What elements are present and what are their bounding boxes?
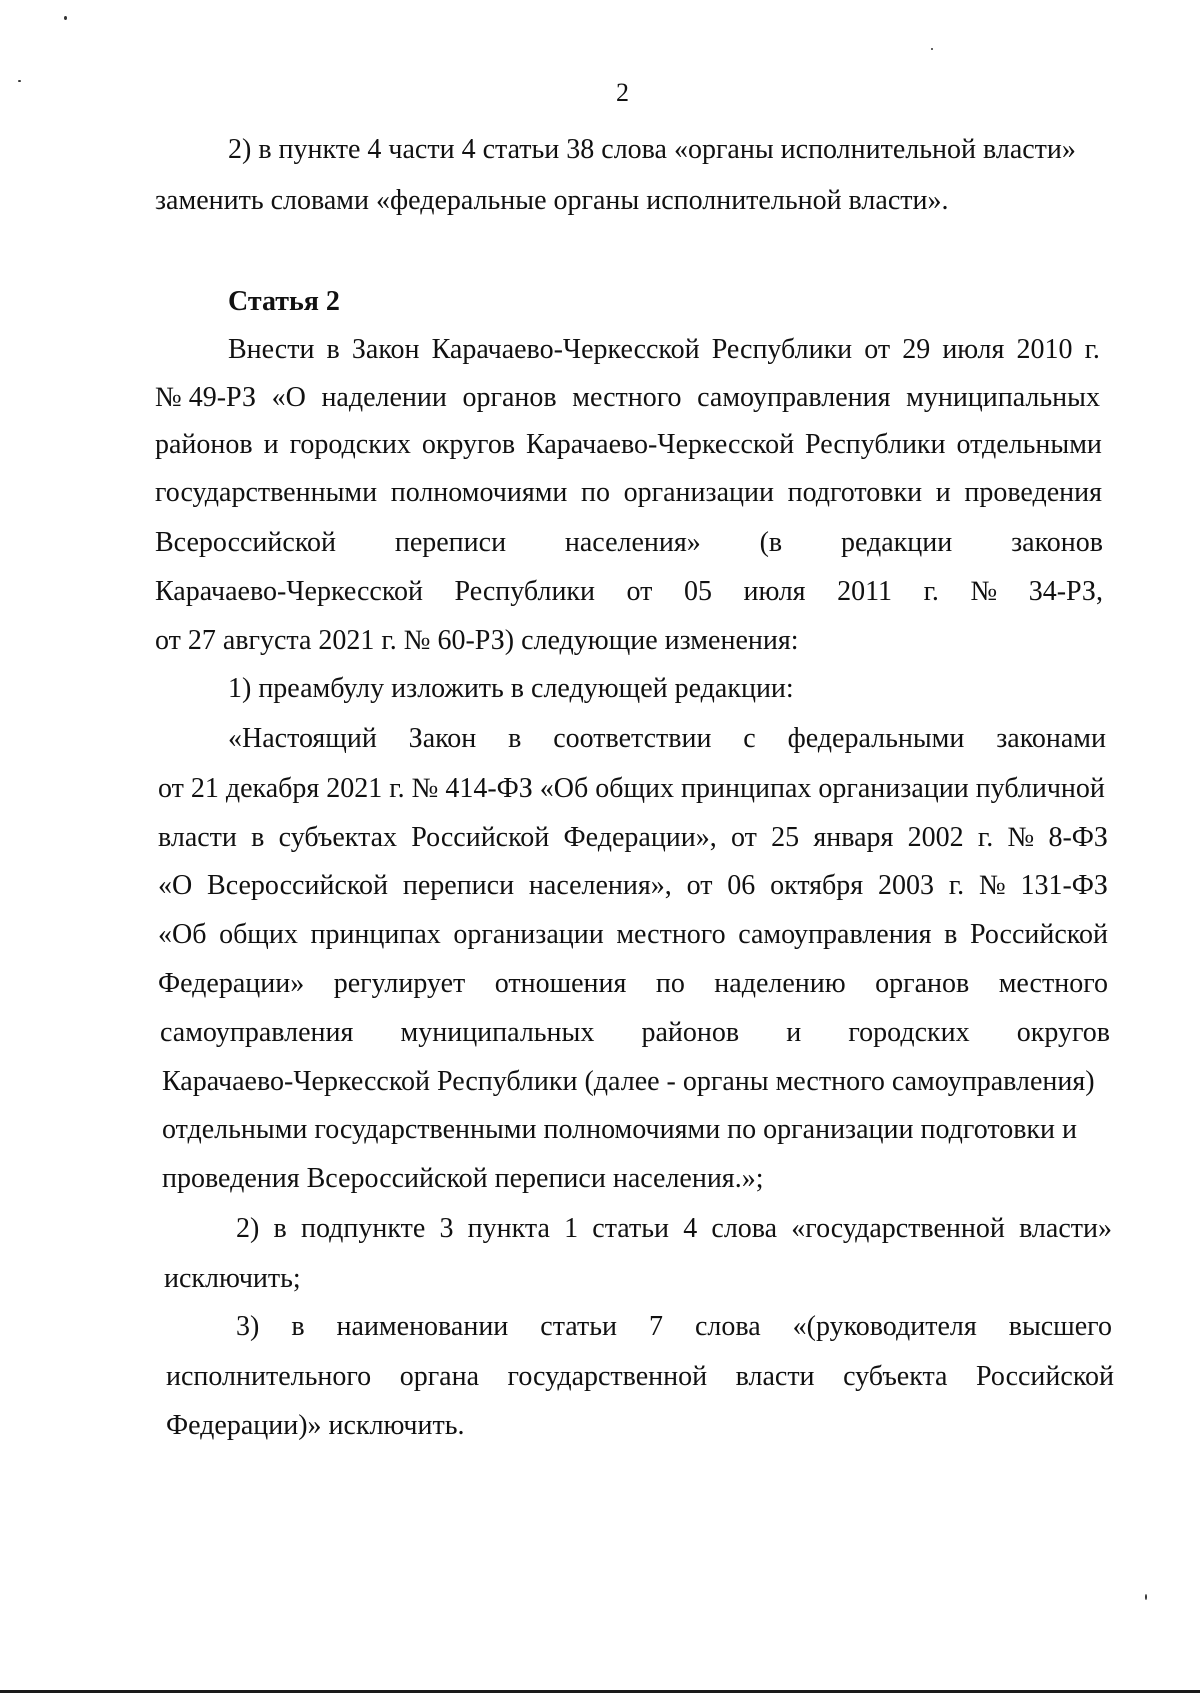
page-bottom-edge — [0, 1690, 1200, 1693]
word: пункта — [467, 1213, 550, 1244]
word: слова — [711, 1213, 778, 1244]
word: округов — [421, 429, 516, 460]
word: законами — [996, 723, 1106, 754]
word: «государственной — [791, 1213, 1005, 1244]
word: отдельными — [956, 429, 1102, 460]
word: октября — [770, 870, 864, 901]
word: 05 — [683, 576, 712, 607]
word: 06 — [727, 870, 756, 901]
word: 8-ФЗ — [1048, 822, 1108, 853]
word: городских — [289, 429, 411, 460]
list-item-continuation — [166, 1360, 1114, 1394]
list-item-continuation: исключить; — [164, 1263, 301, 1294]
word: полномочиями — [390, 477, 568, 508]
word: (в — [759, 527, 783, 558]
word: в — [291, 1311, 305, 1342]
word: 25 — [771, 822, 800, 853]
list-item — [236, 1310, 1112, 1344]
word: статьи — [540, 1311, 617, 1342]
word: 2011 — [837, 576, 893, 607]
word: городских — [848, 1017, 970, 1048]
quote-line — [160, 1016, 1110, 1050]
word: субъекта — [843, 1361, 948, 1392]
word: самоуправления — [160, 1017, 354, 1048]
scan-speck — [18, 80, 21, 82]
scan-speck — [931, 48, 933, 50]
word: Карачаево-Черкесской — [155, 576, 424, 607]
word: 2) — [236, 1213, 260, 1244]
word: районов — [641, 1017, 740, 1048]
word: Российской — [969, 919, 1108, 950]
article-heading: Статья 2 — [228, 286, 340, 317]
paragraph-line — [155, 381, 1100, 415]
word: редакции — [840, 527, 953, 558]
word: организации — [623, 477, 774, 508]
word: принципах — [310, 919, 441, 950]
word: «Настоящий — [228, 723, 377, 754]
paragraph-line — [155, 575, 1103, 609]
word: власти — [735, 1361, 815, 1392]
word: Всероссийской — [207, 870, 389, 901]
word: исполнительного — [166, 1361, 372, 1392]
word: Республики — [711, 334, 853, 365]
list-item — [236, 1212, 1112, 1246]
word: Федерации», — [563, 822, 717, 853]
word: июля — [942, 334, 1005, 365]
word: 7 — [648, 1311, 663, 1342]
word: местного — [572, 382, 682, 413]
word: Республики — [805, 429, 946, 460]
word: «О — [271, 382, 306, 413]
word: января — [813, 822, 894, 853]
word: и — [263, 429, 279, 460]
paragraph-line — [155, 428, 1102, 462]
word: от — [731, 822, 757, 853]
word: соответствии — [553, 723, 712, 754]
word: наделении — [321, 382, 447, 413]
word: Всероссийской — [155, 527, 336, 558]
word: 131-ФЗ — [1020, 870, 1108, 901]
word: местного — [998, 968, 1108, 999]
word: Российской — [976, 1361, 1114, 1392]
word: общих — [219, 919, 298, 950]
word: наделению — [714, 968, 846, 999]
word: муниципальных — [400, 1017, 595, 1048]
list-item-continuation: Федерации)» исключить. — [166, 1410, 465, 1441]
word: № 49-РЗ — [155, 382, 256, 413]
word: Карачаево-Черкесской — [526, 429, 795, 460]
word: населения», — [528, 870, 672, 901]
scan-speck — [1145, 1594, 1147, 1600]
word: власти — [158, 822, 237, 853]
word: переписи — [402, 870, 515, 901]
word: г. — [977, 822, 994, 853]
word: отношения — [494, 968, 627, 999]
word: органов — [875, 968, 970, 999]
quote-line: проведения Всероссийской переписи населения.»; — [162, 1163, 764, 1194]
word: подготовки — [787, 477, 923, 508]
word: № — [978, 870, 1006, 901]
word: 2002 — [907, 822, 964, 853]
word: в — [273, 1213, 287, 1244]
word: высшего — [1008, 1311, 1112, 1342]
paragraph-line: заменить словами «федеральные органы исполнительной власти». — [155, 185, 949, 216]
quote-line: от 21 декабря 2021 г. № 414-ФЗ «Об общих принципах организации публичной — [158, 773, 1105, 804]
word: переписи — [394, 527, 507, 558]
paragraph-line — [228, 333, 1100, 367]
word: № — [970, 576, 998, 607]
word: местного — [616, 919, 726, 950]
word: субъектах — [278, 822, 398, 853]
word: 2003 — [878, 870, 934, 901]
word: самоуправления — [738, 919, 932, 950]
word: 29 — [902, 334, 931, 365]
word: государственными — [155, 477, 378, 508]
word: муниципальных — [906, 382, 1100, 413]
quote-line: Карачаево-Черкесской Республики (далее - органы местного самоуправления) — [162, 1066, 1095, 1097]
word: Карачаево-Черкесской — [431, 334, 700, 365]
word: наименовании — [336, 1311, 509, 1342]
word: в — [944, 919, 958, 950]
word: законов — [1011, 527, 1103, 558]
word: по — [581, 477, 611, 508]
word: 4 — [683, 1213, 698, 1244]
word: федеральными — [787, 723, 965, 754]
word: Закон — [351, 334, 420, 365]
scan-speck — [64, 16, 67, 20]
word: власти» — [1019, 1213, 1112, 1244]
list-item: 1) преамбулу изложить в следующей редакции: — [228, 673, 794, 704]
word: Федерации» — [158, 968, 305, 999]
word: регулирует — [333, 968, 466, 999]
word: органов — [462, 382, 557, 413]
word: с — [743, 723, 756, 754]
word: и — [786, 1017, 802, 1048]
word: 1 — [564, 1213, 579, 1244]
quote-line: отдельными государственными полномочиями по организации подготовки и — [162, 1114, 1077, 1145]
quote-line — [158, 821, 1108, 855]
word: от — [626, 576, 653, 607]
word: самоуправления — [697, 382, 891, 413]
word: статьи — [592, 1213, 669, 1244]
word: районов — [155, 429, 253, 460]
word: г. — [923, 576, 939, 607]
word: государственной — [507, 1361, 708, 1392]
word: слова — [694, 1311, 761, 1342]
word: по — [655, 968, 685, 999]
word: от — [686, 870, 713, 901]
quote-line — [158, 869, 1108, 903]
word: Республики — [454, 576, 596, 607]
quote-line — [158, 967, 1108, 1001]
word: 34-РЗ, — [1028, 576, 1103, 607]
paragraph-line: от 27 августа 2021 г. № 60-РЗ) следующие изменения: — [155, 625, 799, 656]
word: Внести — [228, 334, 315, 365]
word: органа — [399, 1361, 480, 1392]
word: округов — [1016, 1017, 1110, 1048]
word: Закон — [408, 723, 477, 754]
word: и — [935, 477, 951, 508]
word: подпункте — [300, 1213, 426, 1244]
word: в — [326, 334, 340, 365]
word: 3) — [236, 1311, 260, 1342]
quote-line — [158, 918, 1108, 952]
paragraph-line — [155, 476, 1102, 510]
word: г. — [948, 870, 965, 901]
word: населения» — [564, 527, 701, 558]
word: Российской — [411, 822, 550, 853]
paragraph-line — [155, 526, 1103, 560]
word: от — [864, 334, 891, 365]
word: в — [508, 723, 522, 754]
word: проведения — [964, 477, 1102, 508]
word: 3 — [439, 1213, 454, 1244]
paragraph-line: 2) в пункте 4 части 4 статьи 38 слова «органы исполнительной власти» — [228, 134, 1076, 165]
word: июля — [743, 576, 806, 607]
word: г. — [1084, 334, 1100, 365]
word: «Об — [158, 919, 207, 950]
word: «(руководителя — [792, 1311, 977, 1342]
page-number: 2 — [616, 78, 629, 107]
word: № — [1007, 822, 1035, 853]
word: «О — [158, 870, 193, 901]
word: в — [251, 822, 265, 853]
word: 2010 — [1016, 334, 1073, 365]
word: организации — [453, 919, 604, 950]
quote-line — [228, 722, 1106, 756]
